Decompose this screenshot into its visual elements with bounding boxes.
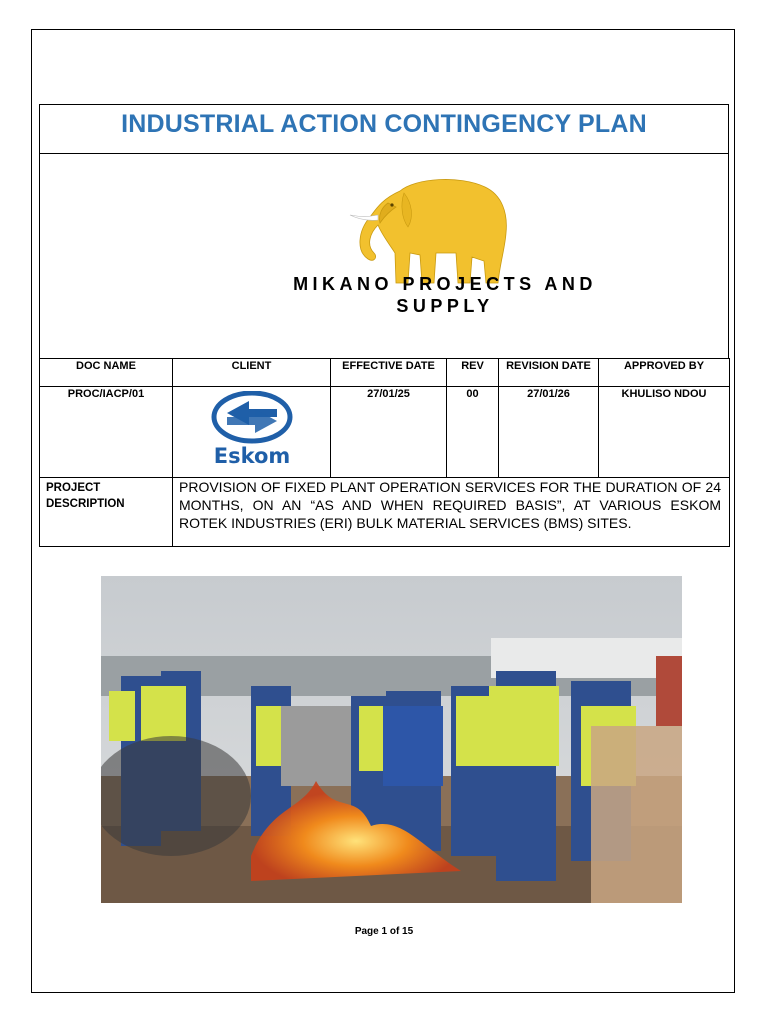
page-number: Page 1 of 15 (354, 926, 414, 937)
value-client (173, 387, 331, 478)
header-revision-date: REVISION DATE (499, 359, 599, 387)
eskom-logo-text: Eskom (213, 444, 290, 467)
company-name (100, 273, 768, 317)
eskom-logo-icon (197, 391, 307, 467)
table-header-row (40, 359, 730, 387)
document-info-table (39, 358, 730, 547)
header-rev: REV (447, 359, 499, 387)
header-approved-by: APPROVED BY (599, 359, 730, 387)
project-description-text: PROVISION OF FIXED PLANT OPERATION SERVICES FOR THE DURATION OF 24 MONTHS, ON AN “AS AND WHEN REQUIRED BASIS”, AT VARIOUS ESKOM ROTEK INDUSTRIES (ERI) BULK MATERIAL SERVICES (BMS) SITES. (173, 478, 730, 547)
value-approved-by: KHULISO NDOU (599, 387, 730, 478)
value-doc-name: PROC/IACP/01 (40, 387, 173, 478)
title-box (39, 104, 729, 154)
header-doc-name: DOC NAME (40, 359, 173, 387)
company-name-line2: SUPPLY (396, 296, 494, 316)
company-name-line1: MIKANO PROJECTS AND (293, 274, 597, 294)
header-client: CLIENT (173, 359, 331, 387)
table-value-row (40, 387, 730, 478)
project-description-label: PROJECT DESCRIPTION (40, 478, 173, 547)
strike-photo (101, 576, 682, 903)
value-rev: 00 (447, 387, 499, 478)
value-effective-date: 27/01/25 (331, 387, 447, 478)
project-description-row (40, 478, 730, 547)
header-effective-date: EFFECTIVE DATE (331, 359, 447, 387)
elephant-logo-icon (340, 173, 515, 288)
value-revision-date: 27/01/26 (499, 387, 599, 478)
company-logo-section (39, 153, 729, 359)
document-title: INDUSTRIAL ACTION CONTINGENCY PLAN (121, 110, 647, 138)
